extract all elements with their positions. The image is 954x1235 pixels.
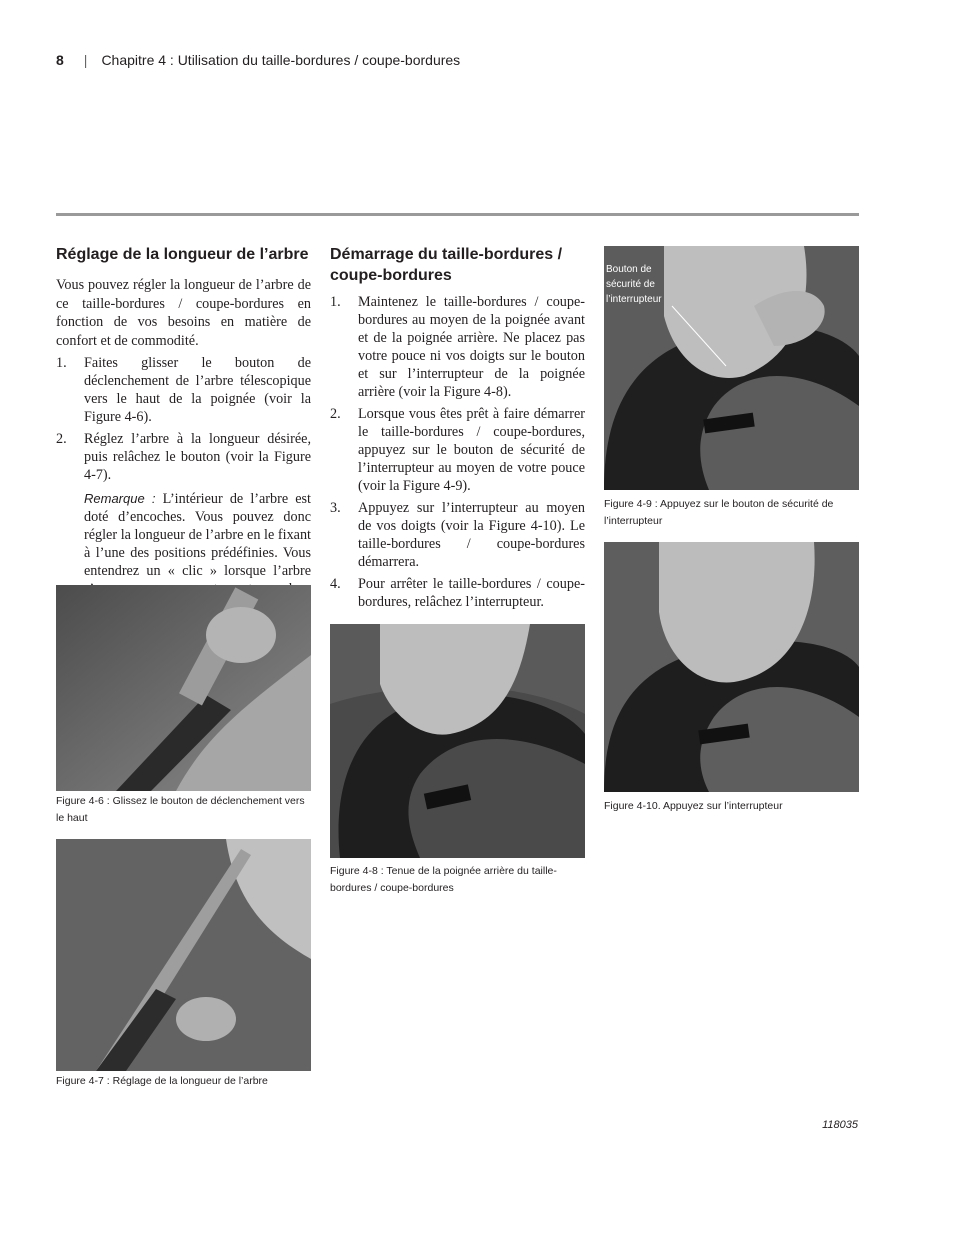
section-divider bbox=[56, 213, 859, 216]
chapter-title: Chapitre 4 : Utilisation du taille-bordures / coupe-bordures bbox=[101, 52, 461, 68]
header-separator: | bbox=[83, 52, 88, 68]
document-id: 118035 bbox=[822, 1119, 858, 1131]
note-text: L’intérieur de l’arbre est doté d’encoches. Vous pouvez donc régler la longueur de l’arbre en le fixant à l’une des positions prédéfinies. Vous entendrez un « clic » lorsque l’arbre bbox=[84, 491, 311, 579]
figure-4-10-caption: Figure 4-10. Appuyez sur l’interrupteur bbox=[604, 800, 783, 812]
shaft-steps bbox=[56, 354, 311, 616]
note-label: Remarque : bbox=[84, 491, 156, 506]
list-item: 2. Réglez l’arbre à la longueur désirée, puis relâchez le bouton (voir la Figure 4-7). Remarque : L’intérieur de l’arbre est doté d’encoches. Vous pouvez donc régler la longueur de l’arbre en le fixant à l’une des positions prédéfinies. Vous entendrez un « clic » lorsque l’arbre bbox=[56, 430, 311, 616]
section-title-shaft-length: Réglage de la longueur de l’arbre bbox=[56, 246, 309, 263]
figure-4-7-photo bbox=[56, 839, 311, 1071]
middle-column bbox=[330, 244, 585, 615]
list-item: 3. Appuyez sur l’interrupteur au moyen de vos doigts (voir la Figure 4-10). Le taille-bordures / coupe-bordures démarrera. bbox=[330, 500, 585, 570]
figure-4-6-photo bbox=[56, 585, 311, 791]
list-item: 1. Faites glisser le bouton de déclenchement de l’arbre télescopique vers le haut de la poignée (voir la Figure 4-6). bbox=[56, 355, 311, 425]
figure-4-10-photo bbox=[604, 542, 859, 792]
figure-4-8-caption: Figure 4-8 : Tenue de la poignée arrière du taille-bordures / coupe-bordures bbox=[330, 865, 557, 894]
list-item: 1. Maintenez le taille-bordures / coupe-bordures au moyen de la poignée avant et de la poignée arrière. Ne placez pas votre pouce ni vos doigts sur le bouton et sur l’interrupteur de la poignée arrière (voir la Figure 4-8). bbox=[330, 294, 585, 400]
section-title-starting: Démarrage du taille-bordures / coupe-bordures bbox=[330, 246, 563, 284]
figure-4-9-caption: Figure 4-9 : Appuyez sur le bouton de sécurité de l’interrupteur bbox=[604, 498, 834, 527]
list-item: 2. Lorsque vous êtes prêt à faire démarrer le taille-bordures / coupe-bordures, appuyez sur le bouton de sécurité de l’interrupteur au moyen de votre pouce (voir la Figure 4-9). bbox=[330, 406, 585, 494]
callout-safety-button: Bouton de sécurité de l’interrupteur bbox=[606, 264, 662, 305]
left-column bbox=[56, 244, 311, 620]
page-number: 8 bbox=[56, 52, 64, 68]
figure-4-8-photo bbox=[330, 624, 585, 858]
list-item: 4. Pour arrêter le taille-bordures / coupe-bordures, relâchez l’interrupteur. bbox=[330, 576, 585, 610]
figure-4-7-caption: Figure 4-7 : Réglage de la longueur de l’arbre bbox=[56, 1075, 268, 1087]
starting-steps bbox=[330, 293, 585, 611]
figure-4-6-caption: Figure 4-6 : Glissez le bouton de déclenchement vers le haut bbox=[56, 795, 305, 824]
shaft-intro: Vous pouvez régler la longueur de l’arbre de ce taille-bordures / coupe-bordures en fonction de vos besoins en matière de confort et de commodité. bbox=[56, 277, 311, 349]
page-header bbox=[56, 52, 460, 68]
